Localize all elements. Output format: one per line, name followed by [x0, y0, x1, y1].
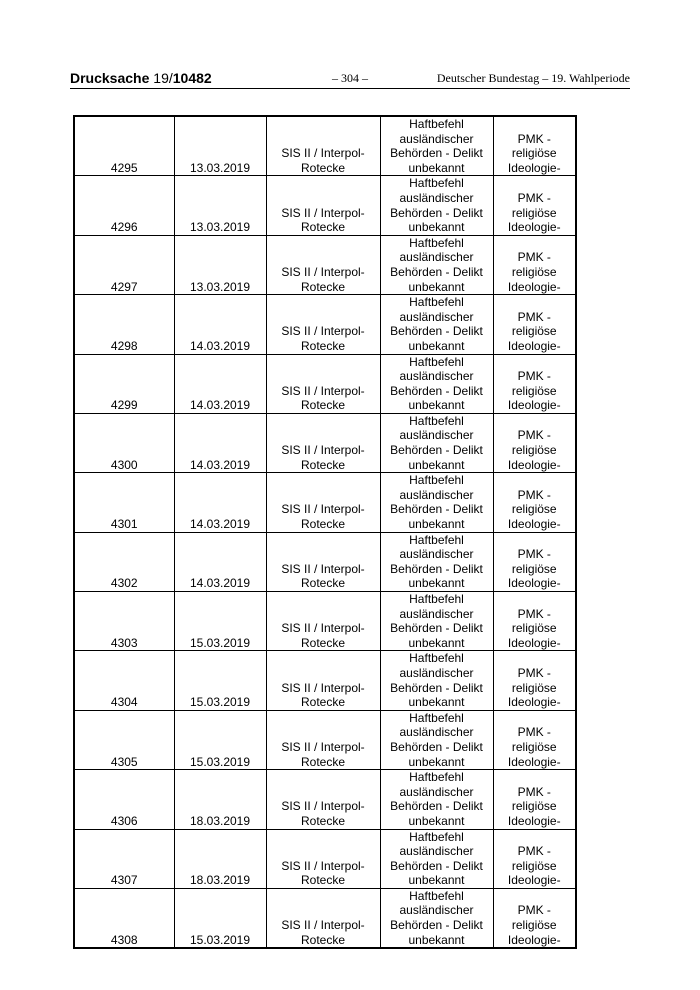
reason-cell: Haftbefehl ausländischer Behörden - Delikt unbekannt: [380, 354, 493, 413]
date-cell: 15.03.2019: [174, 651, 266, 710]
category-cell: PMK -religiöse Ideologie-: [493, 235, 576, 294]
source-cell: SIS II / Interpol- Rotecke: [266, 473, 380, 532]
source-cell: SIS II / Interpol- Rotecke: [266, 295, 380, 354]
source-cell: SIS II / Interpol- Rotecke: [266, 116, 380, 176]
source-cell: SIS II / Interpol- Rotecke: [266, 235, 380, 294]
source-cell: SIS II / Interpol- Rotecke: [266, 413, 380, 472]
page-number: – 304 –: [332, 71, 368, 85]
date-cell: 14.03.2019: [174, 473, 266, 532]
date-cell: 14.03.2019: [174, 413, 266, 472]
table-row: [74, 770, 576, 829]
doc-number: 10482: [172, 70, 212, 86]
table-row: [74, 592, 576, 651]
row-number-cell: 4301: [74, 473, 174, 532]
source-cell: SIS II / Interpol- Rotecke: [266, 532, 380, 591]
date-cell: 14.03.2019: [174, 295, 266, 354]
reason-cell: Haftbefehl ausländischer Behörden - Delikt unbekannt: [380, 651, 493, 710]
publisher: Deutscher Bundestag – 19. Wahlperiode: [436, 71, 630, 85]
source-cell: SIS II / Interpol- Rotecke: [266, 354, 380, 413]
row-number-cell: 4297: [74, 235, 174, 294]
table-row: [74, 176, 576, 235]
row-number-cell: 4300: [74, 413, 174, 472]
reason-cell: Haftbefehl ausländischer Behörden - Delikt unbekannt: [380, 473, 493, 532]
row-number-cell: 4306: [74, 770, 174, 829]
reason-cell: Haftbefehl ausländischer Behörden - Delikt unbekannt: [380, 295, 493, 354]
table-body: [74, 116, 576, 948]
reason-cell: Haftbefehl ausländischer Behörden - Delikt unbekannt: [380, 592, 493, 651]
date-cell: 13.03.2019: [174, 176, 266, 235]
row-number-cell: 4295: [74, 116, 174, 176]
date-cell: 15.03.2019: [174, 592, 266, 651]
row-number-cell: 4298: [74, 295, 174, 354]
category-cell: PMK -religiöse Ideologie-: [493, 710, 576, 769]
category-cell: PMK -religiöse Ideologie-: [493, 116, 576, 176]
row-number-cell: 4307: [74, 829, 174, 888]
date-cell: 14.03.2019: [174, 532, 266, 591]
source-cell: SIS II / Interpol- Rotecke: [266, 176, 380, 235]
category-cell: PMK -religiöse Ideologie-: [493, 888, 576, 948]
table-row: [74, 829, 576, 888]
row-number-cell: 4302: [74, 532, 174, 591]
date-cell: 15.03.2019: [174, 888, 266, 948]
date-cell: 18.03.2019: [174, 770, 266, 829]
page-header: [70, 70, 630, 89]
table-row: [74, 354, 576, 413]
category-cell: PMK -religiöse Ideologie-: [493, 592, 576, 651]
reason-cell: Haftbefehl ausländischer Behörden - Delikt unbekannt: [380, 235, 493, 294]
table-row: [74, 235, 576, 294]
category-cell: PMK -religiöse Ideologie-: [493, 770, 576, 829]
category-cell: PMK -religiöse Ideologie-: [493, 295, 576, 354]
source-cell: SIS II / Interpol- Rotecke: [266, 829, 380, 888]
reason-cell: Haftbefehl ausländischer Behörden - Delikt unbekannt: [380, 532, 493, 591]
row-number-cell: 4296: [74, 176, 174, 235]
table-row: [74, 116, 576, 176]
category-cell: PMK -religiöse Ideologie-: [493, 176, 576, 235]
reason-cell: Haftbefehl ausländischer Behörden - Delikt unbekannt: [380, 176, 493, 235]
table-row: [74, 710, 576, 769]
row-number-cell: 4305: [74, 710, 174, 769]
date-cell: 14.03.2019: [174, 354, 266, 413]
date-cell: 18.03.2019: [174, 829, 266, 888]
category-cell: PMK -religiöse Ideologie-: [493, 829, 576, 888]
source-cell: SIS II / Interpol- Rotecke: [266, 888, 380, 948]
reason-cell: Haftbefehl ausländischer Behörden - Delikt unbekannt: [380, 413, 493, 472]
table-row: [74, 888, 576, 948]
table-row: [74, 651, 576, 710]
table-row: [74, 295, 576, 354]
row-number-cell: 4304: [74, 651, 174, 710]
data-table: [73, 115, 577, 949]
doc-number-prefix: 19/: [153, 70, 173, 86]
source-cell: SIS II / Interpol- Rotecke: [266, 710, 380, 769]
date-cell: 15.03.2019: [174, 710, 266, 769]
reason-cell: Haftbefehl ausländischer Behörden - Delikt unbekannt: [380, 710, 493, 769]
category-cell: PMK -religiöse Ideologie-: [493, 651, 576, 710]
date-cell: 13.03.2019: [174, 116, 266, 176]
source-cell: SIS II / Interpol- Rotecke: [266, 592, 380, 651]
source-cell: SIS II / Interpol- Rotecke: [266, 651, 380, 710]
date-cell: 13.03.2019: [174, 235, 266, 294]
reason-cell: Haftbefehl ausländischer Behörden - Delikt unbekannt: [380, 116, 493, 176]
row-number-cell: 4308: [74, 888, 174, 948]
category-cell: PMK -religiöse Ideologie-: [493, 473, 576, 532]
source-cell: SIS II / Interpol- Rotecke: [266, 770, 380, 829]
reason-cell: Haftbefehl ausländischer Behörden - Delikt unbekannt: [380, 829, 493, 888]
table-row: [74, 473, 576, 532]
category-cell: PMK -religiöse Ideologie-: [493, 354, 576, 413]
table-row: [74, 532, 576, 591]
row-number-cell: 4303: [74, 592, 174, 651]
doc-label: Drucksache: [70, 70, 150, 86]
category-cell: PMK -religiöse Ideologie-: [493, 413, 576, 472]
reason-cell: Haftbefehl ausländischer Behörden - Delikt unbekannt: [380, 770, 493, 829]
table-row: [74, 413, 576, 472]
row-number-cell: 4299: [74, 354, 174, 413]
reason-cell: Haftbefehl ausländischer Behörden - Delikt unbekannt: [380, 888, 493, 948]
category-cell: PMK -religiöse Ideologie-: [493, 532, 576, 591]
